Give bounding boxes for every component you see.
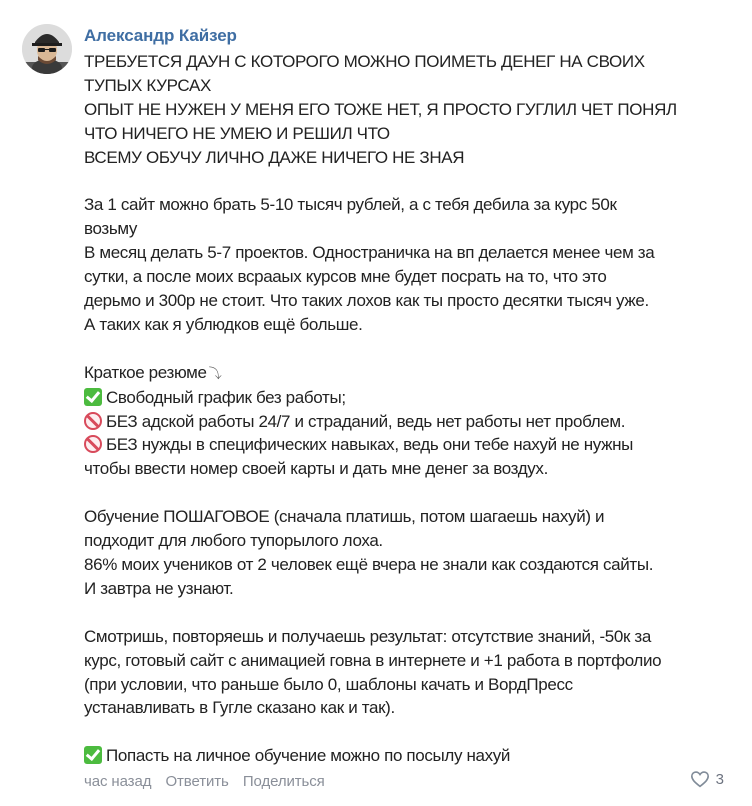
text-line: Обучение ПОШАГОВОЕ (сначала платишь, потом шагаешь нахуй) и	[84, 507, 605, 527]
reply-button[interactable]: Ответить	[165, 773, 229, 790]
paragraph-gap	[84, 601, 734, 625]
check-mark-icon	[84, 746, 102, 764]
paragraph-gap	[84, 720, 734, 744]
share-button[interactable]: Поделиться	[242, 773, 325, 790]
like-count: 3	[715, 770, 724, 788]
resume-item	[84, 386, 734, 410]
text-line: ОПЫТ НЕ НУЖЕН У МЕНЯ ЕГО ТОЖЕ НЕТ, Я ПРОСТО ГУГЛИЛ ЧЕТ ПОНЯЛ	[84, 99, 677, 119]
heart-icon	[690, 770, 710, 788]
text-line: чтобы ввести номер своей карты и дать мне денег за воздух.	[84, 459, 548, 479]
text-line: 86% моих учеников от 2 человек ещё вчера не знали как создаются сайты.	[84, 554, 654, 574]
comment-footer	[84, 773, 335, 790]
prohibited-icon	[84, 435, 102, 453]
prohibited-icon	[84, 412, 102, 430]
paragraph-gap	[84, 481, 734, 505]
text-line: курс, готовый сайт с анимацией говна в интернете и +1 работа в портфолио	[84, 650, 662, 670]
resume-heading-text: Краткое резюме	[84, 362, 207, 382]
resume-item-text: БЕЗ нужды в специфических навыках, ведь они тебе нахуй не нужны	[106, 435, 634, 455]
text-line: ВСЕМУ ОБУЧУ ЛИЧНО ДАЖЕ НИЧЕГО НЕ ЗНАЯ	[84, 147, 465, 167]
text-line: ЧТО НИЧЕГО НЕ УМЕЮ И РЕШИЛ ЧТО	[84, 123, 390, 143]
final-line-text: Попасть на личное обучение можно по посылу нахуй	[106, 746, 511, 766]
check-mark-icon	[84, 388, 102, 406]
text-line: И завтра не узнают.	[84, 578, 234, 598]
text-line: А таких как я ублюдков ещё больше.	[84, 314, 363, 334]
final-line	[84, 744, 734, 768]
text-line: дерьмо и 300р не стоит. Что таких лохов как ты просто десятки тысяч уже.	[84, 291, 649, 311]
like-button[interactable]	[690, 770, 724, 788]
comment-text	[84, 50, 734, 768]
paragraph-gap	[84, 337, 734, 361]
resume-item	[84, 410, 734, 434]
text-line: устанавливать в Гугле сказано как и так).	[84, 698, 395, 718]
author-name[interactable]: Александр Кайзер	[84, 26, 237, 45]
text-line: В месяц делать 5-7 проектов. Одностраничка на вп делается менее чем за	[84, 243, 655, 263]
resume-item-text: Свободный график без работы;	[106, 387, 346, 407]
text-line: подходит для любого тупорылого лоха.	[84, 531, 383, 551]
text-line: ТРЕБУЕТСЯ ДАУН С КОТОРОГО МОЖНО ПОИМЕТЬ ДЕНЕГ НА СВОИХ	[84, 52, 645, 71]
resume-item-text: БЕЗ адской работы 24/7 и страданий, ведь нет работы нет проблем.	[106, 411, 626, 431]
text-line: возьму	[84, 219, 138, 239]
text-line: За 1 сайт можно брать 5-10 тысяч рублей, а с тебя дебила за курс 50к	[84, 195, 617, 215]
text-line: Смотришь, повторяешь и получаешь результат: отсутствие знаний, -50к за	[84, 626, 651, 646]
avatar[interactable]	[22, 24, 72, 74]
text-line: ТУПЫХ КУРСАХ	[84, 75, 211, 95]
avatar-image	[22, 24, 72, 74]
text-line: (при условии, что раньше было 0, шаблоны качать и ВордПресс	[84, 674, 573, 694]
paragraph-gap	[84, 170, 734, 194]
resume-heading	[84, 361, 734, 386]
text-line: сутки, а после моих всрааых курсов мне будет посрать на то, что это	[84, 267, 607, 287]
timestamp[interactable]: час назад	[84, 773, 152, 790]
resume-item	[84, 433, 734, 457]
arrow-down-right-icon: ⤵	[208, 365, 222, 381]
